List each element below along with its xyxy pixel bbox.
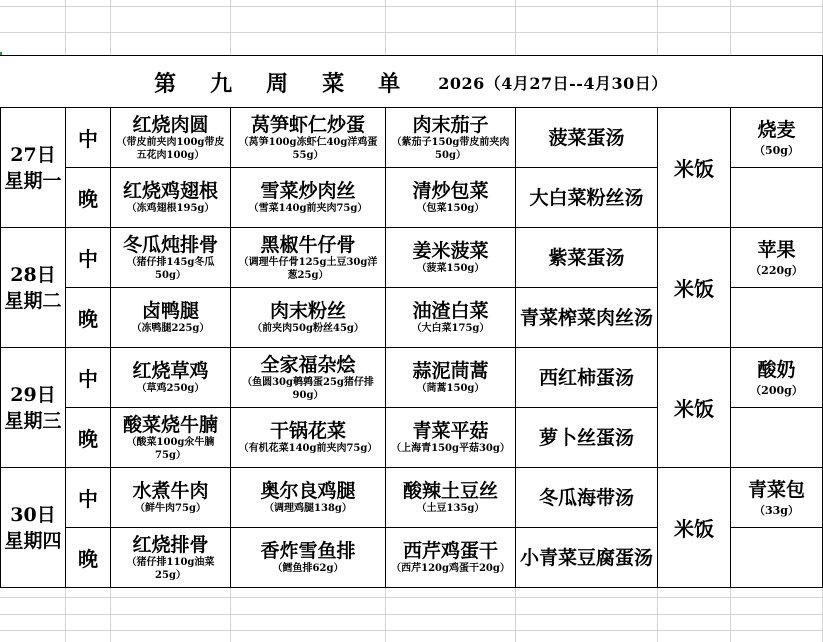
dish-ingredients: （雪菜140g前夹肉75g） bbox=[248, 203, 368, 214]
day-weekday: 星期三 bbox=[4, 409, 62, 432]
dish-ingredients: （酸菜100g氽牛腩75g） bbox=[126, 436, 215, 461]
soup-name: 小青菜豆腐蛋汤 bbox=[520, 546, 654, 569]
dish-name: 莴笋虾仁炒蛋 bbox=[250, 113, 365, 136]
dish-cell[interactable] bbox=[386, 108, 516, 168]
extra-item: 苹果 bbox=[757, 238, 796, 261]
dish-cell[interactable] bbox=[231, 348, 386, 408]
extra-weight: （50g） bbox=[754, 143, 799, 157]
extra-item: 烧麦 bbox=[757, 118, 796, 141]
dish-name: 西芹鸡蛋干 bbox=[402, 540, 498, 562]
dish-ingredients: （大白菜175g） bbox=[411, 323, 490, 334]
day-date: 30日 bbox=[10, 503, 56, 526]
meal-label-cell[interactable] bbox=[66, 108, 111, 168]
extra-cell[interactable] bbox=[731, 468, 823, 528]
gridline bbox=[515, 587, 516, 642]
empty-cell[interactable] bbox=[731, 528, 823, 588]
meal-label: 晚 bbox=[78, 307, 98, 331]
dish-name: 青菜平菇 bbox=[412, 420, 489, 442]
soup-name: 紫菜蛋汤 bbox=[548, 246, 625, 269]
dish-cell[interactable] bbox=[111, 108, 231, 168]
dish-cell[interactable] bbox=[386, 468, 516, 528]
dish-cell[interactable] bbox=[111, 348, 231, 408]
day-cell[interactable] bbox=[1, 468, 66, 588]
dish-ingredients: （冻鸭腿225g） bbox=[131, 323, 210, 334]
gridline bbox=[657, 587, 658, 642]
dish-cell[interactable] bbox=[386, 228, 516, 288]
soup-cell[interactable] bbox=[516, 168, 658, 228]
soup-cell[interactable] bbox=[516, 288, 658, 348]
dish-name: 红烧肉圆 bbox=[132, 113, 209, 136]
meal-row bbox=[1, 228, 823, 288]
meal-row bbox=[1, 108, 823, 168]
dish-ingredients: （调理鸡腿138g） bbox=[264, 503, 352, 514]
gridline bbox=[657, 0, 658, 55]
dish-cell[interactable] bbox=[111, 528, 231, 588]
dish-name: 干锅花菜 bbox=[269, 420, 346, 442]
day-weekday: 星期四 bbox=[4, 529, 62, 552]
extra-weight: （220g） bbox=[750, 263, 803, 277]
soup-name: 菠菜蛋汤 bbox=[548, 126, 625, 149]
dish-name: 雪菜炒肉丝 bbox=[260, 180, 356, 202]
dish-name: 全家福杂烩 bbox=[260, 353, 356, 376]
dish-ingredients: （调理牛仔骨125g土豆30g洋葱25g） bbox=[238, 256, 378, 281]
menu-date-range: 2026（4月27日--4月30日） bbox=[438, 73, 668, 93]
dish-ingredients: （有机花菜140g前夹肉75g） bbox=[238, 443, 378, 454]
staple-cell[interactable] bbox=[658, 348, 731, 468]
dish-ingredients: （茼蒿150g） bbox=[416, 383, 485, 394]
empty-cell[interactable] bbox=[731, 288, 823, 348]
gridline bbox=[65, 0, 66, 55]
soup-name: 大白菜粉丝汤 bbox=[529, 186, 644, 209]
gridline bbox=[0, 614, 823, 615]
dish-name: 肉末粉丝 bbox=[269, 300, 346, 322]
dish-cell[interactable] bbox=[111, 288, 231, 348]
extra-weight: （200g） bbox=[750, 383, 803, 397]
dish-cell[interactable] bbox=[111, 468, 231, 528]
dish-cell[interactable] bbox=[231, 168, 386, 228]
gridline bbox=[730, 0, 731, 55]
dish-name: 酸菜烧牛腩 bbox=[122, 413, 218, 436]
gridline bbox=[65, 587, 66, 642]
meal-label-cell[interactable] bbox=[66, 528, 111, 588]
dish-cell[interactable] bbox=[231, 528, 386, 588]
dish-cell[interactable] bbox=[231, 288, 386, 348]
dish-ingredients: （鳕鱼排62g） bbox=[272, 563, 344, 574]
meal-label: 晚 bbox=[78, 187, 98, 211]
soup-cell[interactable] bbox=[516, 408, 658, 468]
extra-cell[interactable] bbox=[731, 348, 823, 408]
gridline bbox=[515, 0, 516, 55]
dish-ingredients: （土豆135g） bbox=[416, 503, 485, 514]
gridline bbox=[385, 587, 386, 642]
dish-name: 肉末茄子 bbox=[412, 113, 489, 136]
dish-name: 红烧鸡翅根 bbox=[122, 180, 218, 202]
soup-name: 西红柿蛋汤 bbox=[538, 366, 634, 389]
soup-cell[interactable] bbox=[516, 108, 658, 168]
day-date: 27日 bbox=[10, 143, 56, 166]
soup-cell[interactable] bbox=[516, 528, 658, 588]
dish-cell[interactable] bbox=[231, 468, 386, 528]
menu-table bbox=[0, 107, 823, 588]
staple-food: 米饭 bbox=[674, 397, 714, 421]
meal-label: 晚 bbox=[78, 547, 98, 571]
meal-label-cell[interactable] bbox=[66, 168, 111, 228]
day-weekday: 星期一 bbox=[4, 169, 62, 192]
empty-cell[interactable] bbox=[731, 168, 823, 228]
dish-name: 奥尔良鸡腿 bbox=[260, 480, 356, 502]
dish-cell[interactable] bbox=[386, 528, 516, 588]
staple-food: 米饭 bbox=[674, 157, 714, 181]
day-date: 28日 bbox=[10, 263, 56, 286]
staple-food: 米饭 bbox=[674, 277, 714, 301]
soup-cell[interactable] bbox=[516, 468, 658, 528]
dish-ingredients: （鲜牛肉75g） bbox=[135, 503, 206, 514]
dish-name: 冬瓜炖排骨 bbox=[122, 233, 218, 256]
day-cell[interactable] bbox=[1, 108, 66, 228]
soup-name: 青菜榨菜肉丝汤 bbox=[520, 306, 654, 329]
gridline bbox=[110, 587, 111, 642]
dish-cell[interactable] bbox=[111, 168, 231, 228]
dish-cell[interactable] bbox=[111, 408, 231, 468]
day-date: 29日 bbox=[10, 383, 56, 406]
meal-label: 中 bbox=[78, 367, 98, 391]
dish-ingredients: （草鸡250g） bbox=[136, 383, 205, 394]
meal-label: 中 bbox=[78, 247, 98, 271]
extra-weight: （33g） bbox=[754, 503, 799, 517]
soup-name: 萝卜丝蛋汤 bbox=[538, 426, 634, 449]
gridline bbox=[0, 597, 823, 598]
meal-row bbox=[1, 468, 823, 528]
dish-cell[interactable] bbox=[231, 108, 386, 168]
gridline bbox=[110, 0, 111, 55]
gridline bbox=[730, 587, 731, 642]
dish-name: 蒜泥茼蒿 bbox=[412, 360, 489, 382]
dish-cell[interactable] bbox=[386, 288, 516, 348]
soup-cell[interactable] bbox=[516, 348, 658, 408]
dish-ingredients: （西芹120g鸡蛋干20g） bbox=[391, 563, 510, 574]
dish-name: 红烧草鸡 bbox=[132, 360, 209, 382]
dish-name: 姜米菠菜 bbox=[412, 240, 489, 262]
meal-label: 中 bbox=[78, 127, 98, 151]
meal-label-cell[interactable] bbox=[66, 468, 111, 528]
dish-ingredients: （上海青150g平菇30g） bbox=[391, 443, 510, 454]
staple-cell[interactable] bbox=[658, 108, 731, 228]
meal-label-cell[interactable] bbox=[66, 228, 111, 288]
dish-ingredients: （带皮前夹肉100g带皮五花肉100g） bbox=[116, 136, 225, 161]
empty-cell[interactable] bbox=[731, 408, 823, 468]
dish-name: 酸辣土豆丝 bbox=[402, 480, 498, 502]
dish-ingredients: （包菜150g） bbox=[416, 203, 485, 214]
meal-label-cell[interactable] bbox=[66, 288, 111, 348]
day-weekday: 星期二 bbox=[4, 289, 62, 312]
menu-title-row[interactable] bbox=[0, 55, 823, 109]
dish-ingredients: （前夹肉50g粉丝45g） bbox=[252, 323, 364, 334]
dish-cell[interactable] bbox=[386, 348, 516, 408]
gridline bbox=[0, 6, 823, 7]
dish-ingredients: （紫茄子150g带皮前夹肉50g） bbox=[391, 136, 510, 161]
extra-cell[interactable] bbox=[731, 228, 823, 288]
dish-name: 香炸雪鱼排 bbox=[260, 540, 356, 562]
gridline bbox=[385, 0, 386, 55]
meal-label-cell[interactable] bbox=[66, 348, 111, 408]
menu-title: 第九周菜单 bbox=[154, 70, 435, 97]
dish-name: 卤鸭腿 bbox=[141, 300, 199, 322]
dish-ingredients: （菠菜150g） bbox=[416, 263, 485, 274]
dish-cell[interactable] bbox=[386, 168, 516, 228]
dish-ingredients: （鱼圆30g鹌鹑蛋25g猪仔排90g） bbox=[242, 376, 374, 401]
dish-ingredients: （猪仔排145g冬瓜50g） bbox=[126, 256, 215, 281]
dish-cell[interactable] bbox=[386, 408, 516, 468]
meal-label: 中 bbox=[78, 487, 98, 511]
day-cell[interactable] bbox=[1, 348, 66, 468]
gridline bbox=[0, 630, 823, 631]
gridline bbox=[0, 32, 823, 33]
dish-cell[interactable] bbox=[231, 408, 386, 468]
dish-name: 水煮牛肉 bbox=[132, 480, 209, 502]
meal-label: 晚 bbox=[78, 427, 98, 451]
dish-name: 油渣白菜 bbox=[412, 300, 489, 322]
dish-ingredients: （猪仔排110g油菜25g） bbox=[126, 556, 215, 581]
gridline bbox=[230, 587, 231, 642]
staple-cell[interactable] bbox=[658, 228, 731, 348]
dish-cell[interactable] bbox=[111, 228, 231, 288]
day-cell[interactable] bbox=[1, 228, 66, 348]
extra-item: 青菜包 bbox=[747, 478, 805, 501]
dish-name: 红烧排骨 bbox=[132, 533, 209, 556]
soup-name: 冬瓜海带汤 bbox=[538, 486, 634, 509]
dish-cell[interactable] bbox=[231, 228, 386, 288]
meal-row bbox=[1, 348, 823, 408]
dish-name: 黑椒牛仔骨 bbox=[260, 233, 356, 256]
dish-name: 清炒包菜 bbox=[412, 180, 489, 202]
gridline bbox=[230, 0, 231, 55]
dish-ingredients: （莴笋100g冻虾仁40g洋鸡蛋55g） bbox=[238, 136, 378, 161]
extra-item: 酸奶 bbox=[757, 358, 796, 381]
meal-label-cell[interactable] bbox=[66, 408, 111, 468]
staple-food: 米饭 bbox=[674, 517, 714, 541]
extra-cell[interactable] bbox=[731, 108, 823, 168]
dish-ingredients: （冻鸡翅根195g） bbox=[126, 203, 215, 214]
soup-cell[interactable] bbox=[516, 228, 658, 288]
staple-cell[interactable] bbox=[658, 468, 731, 588]
